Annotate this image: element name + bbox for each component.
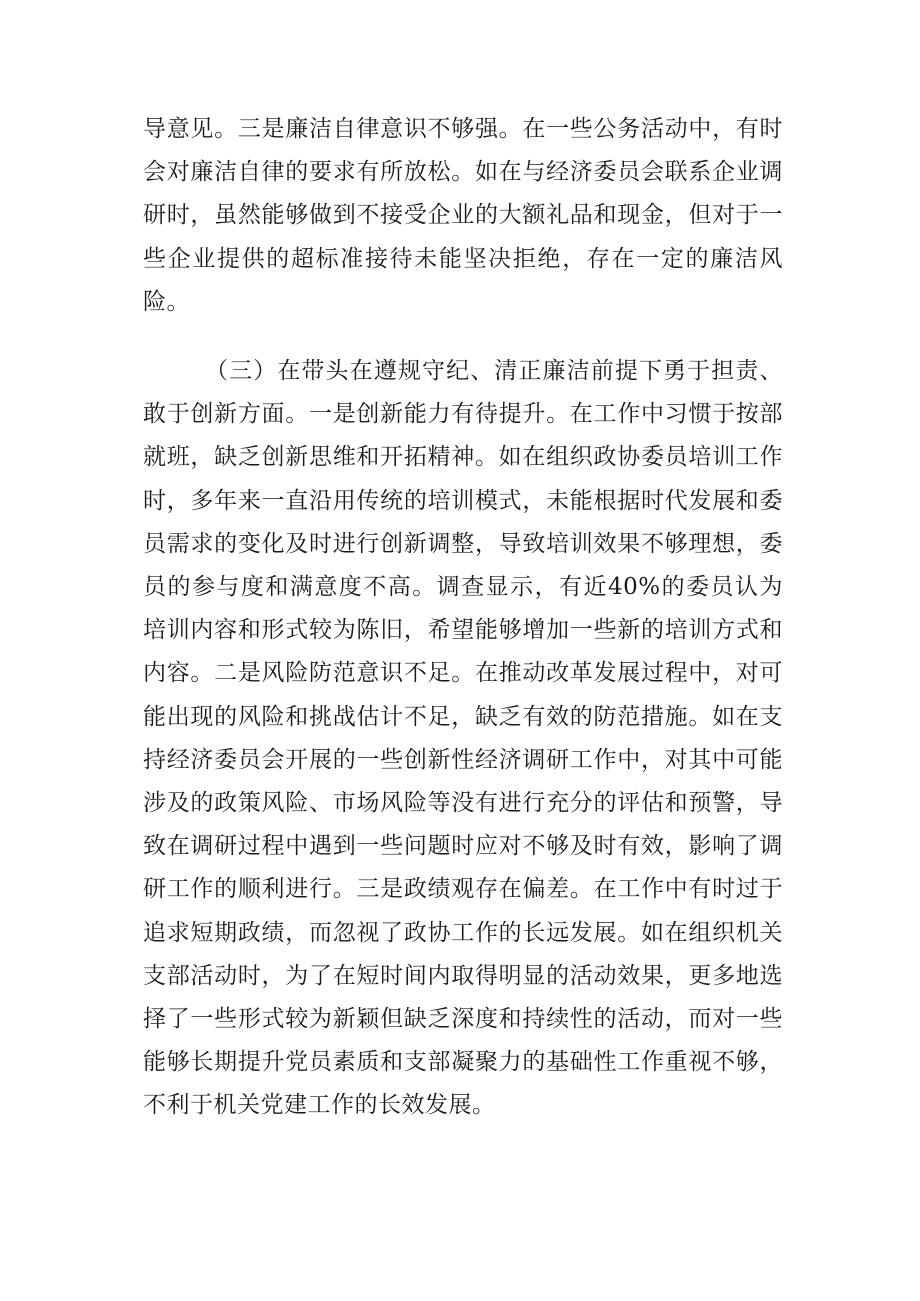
paragraph-continuation: 导意见。三是廉洁自律意识不够强。在一些公务活动中，有时会对廉洁自律的要求有所放松。如在与经济委员会联系企业调研时，虽然能够做到不接受企业的大额礼品和现金，但对于一些企业提供的超标准接待未能坚决拒绝，存在一定的廉洁风险。 — [143, 116, 783, 315]
paragraph-section-three: （三）在带头在遵规守纪、清正廉洁前提下勇于担责、敢于创新方面。一是创新能力有待提升。在工作中习惯于按部就班，缺乏创新思维和开拓精神。如在组织政协委员培训工作时，多年来一直沿用传统的培训模式，未能根据时代发展和委员需求的变化及时进行创新调整，导致培训效果不够理想，委员的参与度和满意度不高。调查显示，有近40%的委员认为培训内容和形式较为陈旧，希望能够增加一些新的培训方式和内容。二是风险防范意识不足。在推动改革发展过程中，对可能出现的风险和挑战估计不足，缺乏有效的防范措施。如在支持经济委员会开展的一些创新性经济调研工作中，对其中可能涉及的政策风险、市场风险等没有进行充分的评估和预警，导致在调研过程中遇到一些问题时应对不够及时有效，影响了调研工作的顺利进行。三是政绩观存在偏差。在工作中有时过于追求短期政绩，而忽视了政协工作的长远发展。如在组织机关支部活动时，为了在短时间内取得明显的活动效果，更多地选择了一些形式较为新颖但缺乏深度和持续性的活动，而对一些能够长期提升党员素质和支部凝聚力的基础性工作重视不够，不利于机关党建工作的长效发展。 — [143, 358, 783, 1119]
